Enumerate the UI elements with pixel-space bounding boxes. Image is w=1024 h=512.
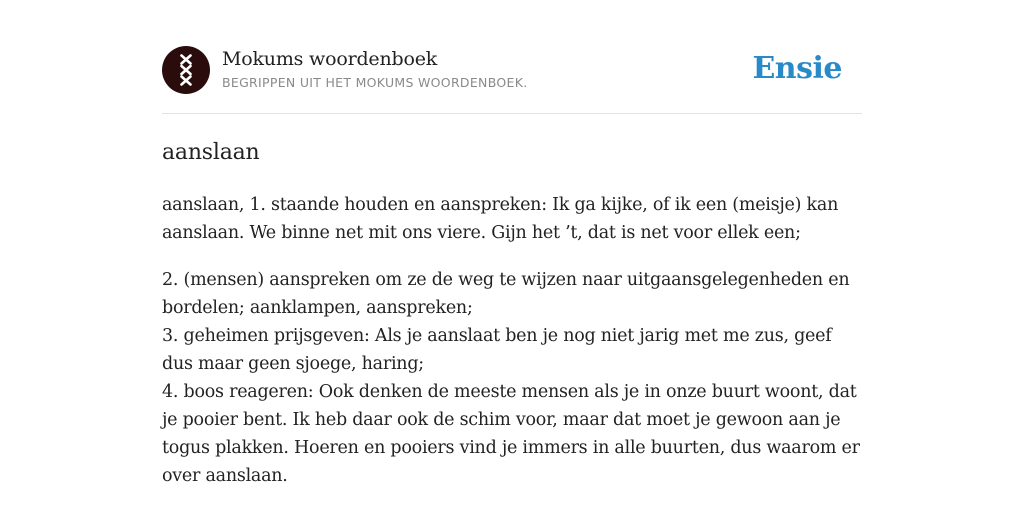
entry-definition (162, 191, 862, 490)
xxx-icon (162, 46, 210, 94)
site-subtitle: BEGRIPPEN UIT HET MOKUMS WOORDENBOEK. (222, 75, 528, 90)
entry-term: aanslaan (162, 140, 260, 165)
site-header (162, 46, 862, 114)
amsterdam-logo-icon[interactable] (162, 46, 210, 94)
definition-paragraph-1: aanslaan, 1. staande houden en aanspreken: Ik ga kijke, of ik een (meisje) kan aanslaan. We binne net mit ons viere. Gijn het ’t, dat is net voor ellek een; (162, 195, 839, 243)
site-title[interactable]: Mokums woordenboek (222, 48, 438, 70)
page-container (162, 46, 862, 509)
ensie-brand-logo[interactable]: Ensie (752, 51, 842, 86)
definition-item-4: 4. boos reageren: Ook denken de meeste mensen als je in onze buurt woont, dat je pooier bent. Ik heb daar ook de schim voor, maar dat moet je gewoon aan je togus plakken. Hoeren en pooiers vind je immers in alle buurten, dus waarom er over aanslaan. (162, 382, 860, 486)
definition-item-3: 3. geheimen prijsgeven: Als je aanslaat ben je nog niet jarig met me zus, geef dus maar geen sjoege, haring; (162, 326, 832, 374)
definition-item-2: 2. (mensen) aanspreken om ze de weg te wijzen naar uitgaansgelegenheden en bordelen; aanklampen, aanspreken; (162, 270, 850, 318)
definition-list (162, 266, 862, 490)
